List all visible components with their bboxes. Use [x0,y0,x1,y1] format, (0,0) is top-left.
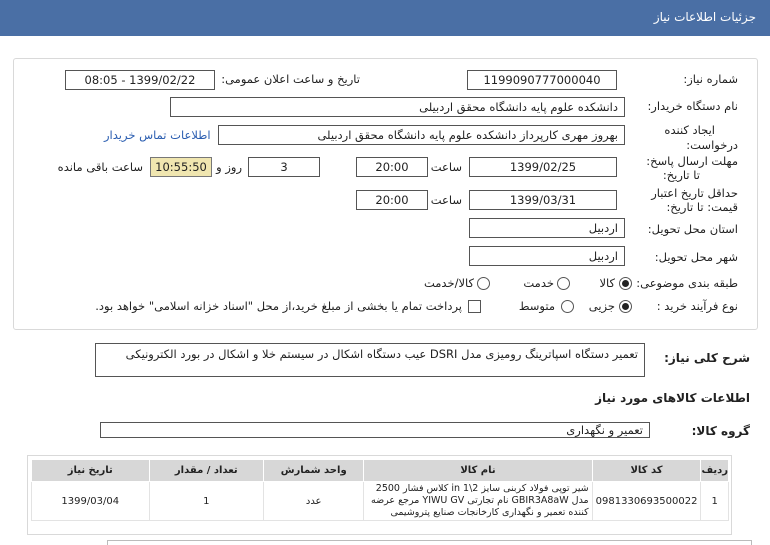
validity-time-label: ساعت [430,193,462,207]
need-number-field[interactable]: 1199090777000040 [467,70,617,90]
page-title: جزئیات اطلاعات نیاز [653,10,756,24]
announce-field[interactable]: 1399/02/22 - 08:05 [65,70,215,90]
col-name: نام کالا [364,460,592,482]
category-goods-text: کالا [599,276,615,290]
remaining-time-field: 10:55:50 [150,157,212,177]
buyer-org-label: نام دستگاه خریدار: [647,99,738,113]
category-goods-service-text: کالا/خدمت [423,276,474,290]
remaining-label: ساعت باقی مانده [57,160,143,174]
validity-date-field[interactable]: 1399/03/31 [469,190,617,210]
treasury-payment-text: پرداخت تمام یا بخشی از مبلغ خرید،از محل "اسناد خزانه اسلامی" خواهد بود. [95,299,462,313]
days-label: روز و [216,160,242,174]
category-goods-radio[interactable] [619,277,632,290]
cell-row: 1 [701,482,729,521]
col-code: کد کالا [592,460,701,482]
need-number-label: شماره نیاز: [683,72,738,86]
cell-qty: 1 [149,482,264,521]
process-minor-radio[interactable] [619,300,632,313]
goods-table-header [32,460,729,482]
page-header [0,0,770,36]
col-unit: واحد شمارش [264,460,364,482]
treasury-payment-checkbox[interactable] [468,300,481,313]
next-section-box [107,540,752,545]
province-field[interactable]: اردبیل [469,218,625,238]
city-label: شهر محل تحویل: [654,250,738,264]
cell-unit: عدد [264,482,364,521]
goods-group-field[interactable]: تعمیر و نگهداری [100,422,650,438]
reply-date-field[interactable]: 1399/02/25 [469,157,617,177]
province-label: استان محل تحویل: [647,222,738,236]
cell-date: 1399/03/04 [32,482,150,521]
reply-deadline-label: مهلت ارسال پاسخ: [646,154,738,168]
creator-label-2: درخواست: [686,138,738,152]
process-minor-text: جزیی [588,299,615,313]
col-qty: تعداد / مقدار [149,460,264,482]
creator-field[interactable]: بهروز مهری کارپرداز دانشکده علوم پایه دانشگاه محقق اردبیلی [218,125,625,145]
col-row: ردیف [701,460,729,482]
process-medium-text: متوسط [518,299,555,313]
validity-label: حداقل تاریخ اعتبار [651,186,738,200]
category-service-text: خدمت [523,276,554,290]
goods-group-label: گروه کالا: [691,424,750,438]
category-goods-service-radio[interactable] [477,277,490,290]
cell-name: شیر توپی فولاد کربنی سایز 2\1 in کلاس فشار 2500 مدل GBIR3A8aW نام تجارتی YIWU GV مرجع عرضه کننده تعمیر و نگهداری کارخانجات صنایع پتروشیمی [364,482,592,521]
reply-time-label: ساعت [430,160,462,174]
creator-label: ایجاد کننده [664,123,715,137]
reply-until-label: تا تاریخ: [662,168,700,182]
table-row[interactable] [32,482,729,521]
validity-time-field[interactable]: 20:00 [356,190,428,210]
announce-label: تاریخ و ساعت اعلان عمومی: [221,72,360,86]
goods-section-title: اطلاعات کالاهای مورد نیاز [595,391,750,405]
description-field[interactable]: تعمیر دستگاه اسپاترینگ رومیزی مدل DSRI عیب دستگاه اشکال در سیستم خلا و اشکال در بورد الکترونیکی [95,343,645,377]
col-date: تاریخ نیاز [32,460,150,482]
city-field[interactable]: اردبیل [469,246,625,266]
cell-code: 0981330693500022 [592,482,701,521]
category-label: طبقه بندی موضوعی: [636,276,738,290]
goods-table [31,459,729,521]
buyer-contact-link[interactable]: اطلاعات تماس خریدار [104,128,211,142]
days-remaining-field[interactable]: 3 [248,157,320,177]
validity-until-label: قیمت: تا تاریخ: [666,200,738,214]
buyer-org-field[interactable]: دانشکده علوم پایه دانشگاه محقق اردبیلی [170,97,625,117]
category-service-radio[interactable] [557,277,570,290]
description-label: شرح کلی نیاز: [664,351,750,365]
process-medium-radio[interactable] [561,300,574,313]
reply-time-field[interactable]: 20:00 [356,157,428,177]
process-type-label: نوع فرآیند خرید : [656,299,738,313]
